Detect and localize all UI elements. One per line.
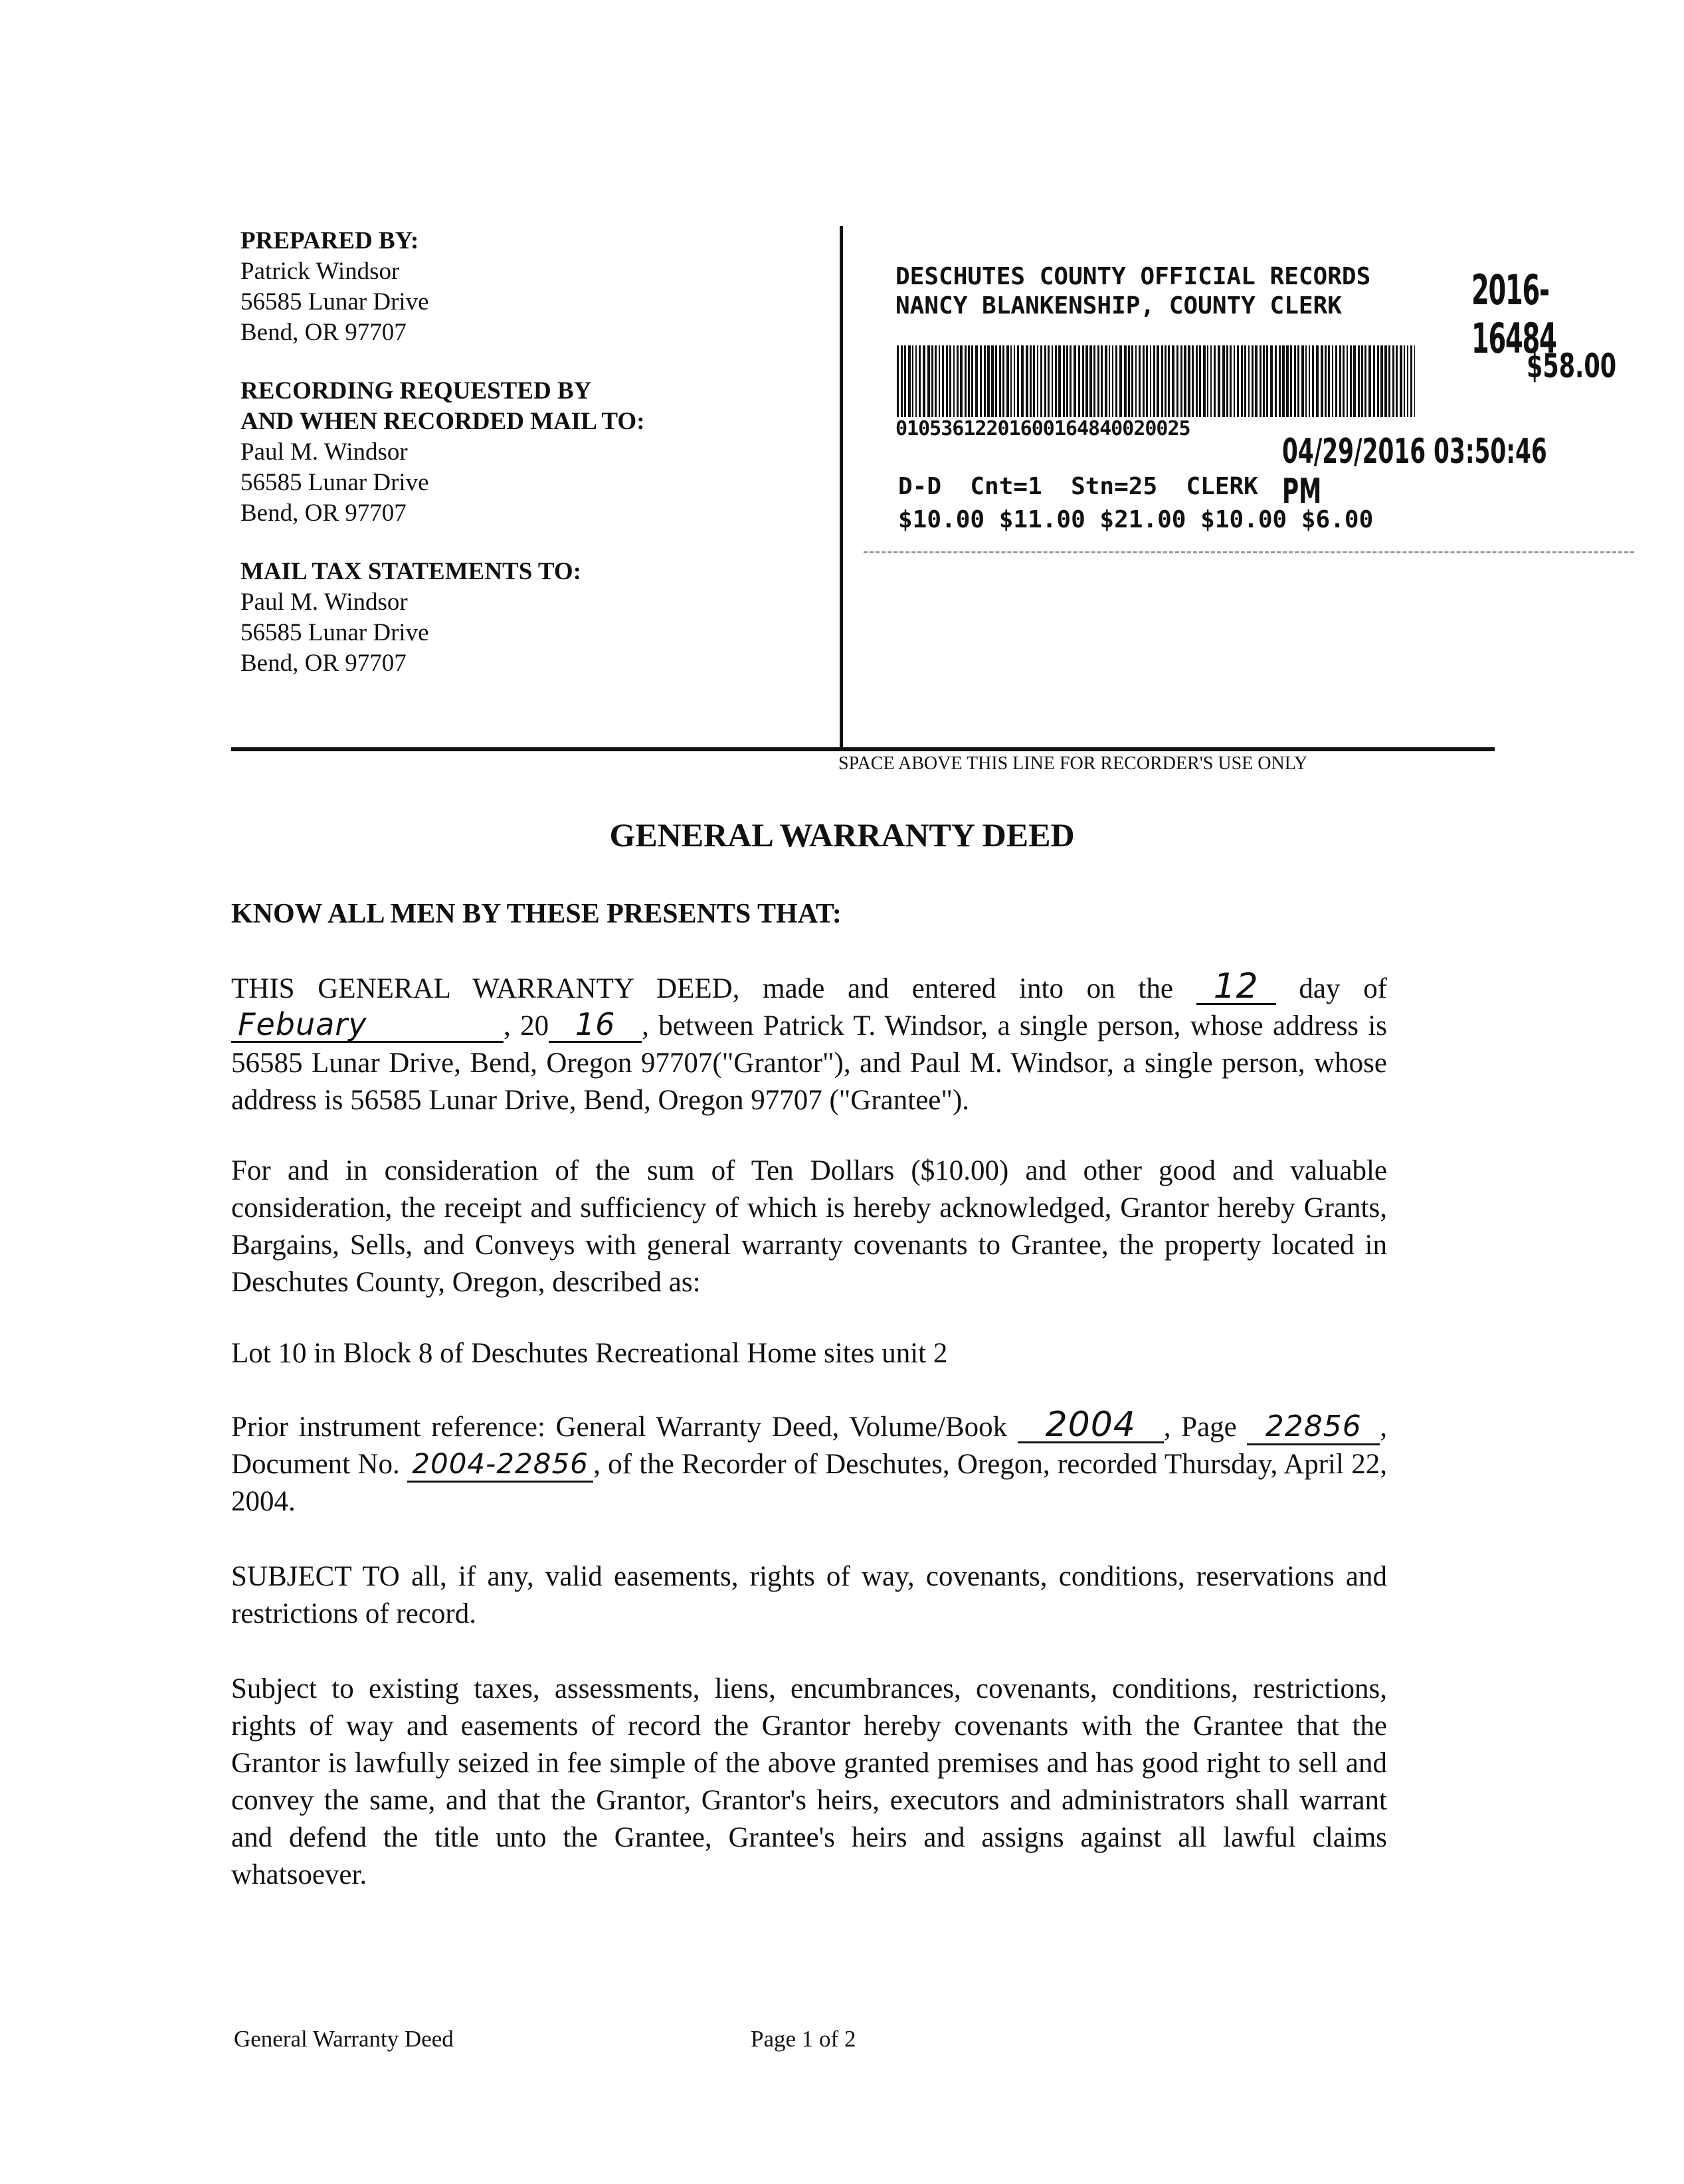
recording-name: Paul M. Windsor [240,438,408,466]
recorder-stamp-office [895,262,1370,321]
deed-paragraph-subject-to: SUBJECT TO all, if any, valid easements, rights of way, covenants, conditions, reservations and restrictions of record. [231,1561,1387,1629]
prepared-by-address-line2: Bend, OR 97707 [240,319,407,346]
stamp-barcode [897,345,1415,417]
recorder-space-note: SPACE ABOVE THIS LINE FOR RECORDER'S USE ONLY [838,753,1308,774]
deed-paragraph-parties [231,966,1388,1119]
deed-paragraph-covenants: Subject to existing taxes, assessments, liens, encumbrances, covenants, conditions, restrictions, rights of way and easements of record the Grantor hereby covenants with the Grantee that the Grantor is lawfully seized in fee simple of the above granted premises and has good right to sell and convey the same, and that the Grantor, Grantor's heirs, executors and administrators shall warrant and defend the title unto the Grantee, Grantee's heirs and assigns against all lawful claims whatsoever. [231,1673,1387,1890]
deed-paragraph-prior-instrument [231,1405,1388,1520]
para1-text4: , between Patrick T. Windsor, a single person, whose address is 56585 Lunar Drive, Bend, Oregon 97707("Grantor"), and Paul M. Windsor, a single person, whose address is 56585 Lunar Drive, Bend, Oregon 97707 ("Grantee"). [231,1010,1387,1116]
mail-tax-address-line1: 56585 Lunar Drive [240,619,429,646]
recorder-space-divider [231,747,1495,751]
mail-tax-address-line2: Bend, OR 97707 [240,650,407,677]
stamp-fee-total: $58.00 [1527,347,1617,385]
stamp-office-name: DESCHUTES COUNTY OFFICIAL RECORDS [895,263,1371,290]
month-handwritten: Febuary [231,1008,504,1043]
stamp-station-line: D-D Cnt=1 Stn=25 CLERK [898,473,1258,500]
year-handwritten: 16 [549,1008,642,1043]
recording-requested-label: RECORDING REQUESTED BY [240,377,592,405]
deed-paragraph-consideration: For and in consideration of the sum of Ten Dollars ($10.00) and other good and valuable consideration, the receipt and sufficiency of which is hereby acknowledged, Grantor hereby Grants, Bargains, Sells, and Conveys with general warranty covenants to Grantee, the property located in Deschutes County, Oregon, described as: [231,1155,1387,1298]
footer-page-number: Page 1 of 2 [751,2026,856,2052]
day-handwritten: 12 [1196,970,1276,1005]
page-handwritten: 22856 [1247,1410,1380,1445]
stamp-barcode-digits: 01053612201600164840020025 [895,417,1190,440]
book-handwritten: 2004 [1018,1408,1164,1443]
stamp-dashed-rule [864,551,1634,553]
mail-tax-name: Paul M. Windsor [240,589,408,616]
recording-address-line2: Bend, OR 97707 [240,500,407,527]
para1-text3: , 20 [504,1010,549,1042]
footer-document-name: General Warranty Deed [234,2026,454,2052]
stamp-amounts-line: $10.00 $11.00 $21.00 $10.00 $6.00 [898,506,1374,533]
mail-tax-label: MAIL TAX STATEMENTS TO: [240,558,581,585]
para4-text2: , Page [1163,1411,1237,1443]
stamp-clerk-name: NANCY BLANKENSHIP, COUNTY CLERK [895,292,1342,319]
mail-tax-section [240,557,825,679]
header-vertical-divider [840,226,843,751]
recording-address-line1: 56585 Lunar Drive [240,469,429,496]
know-all-heading: KNOW ALL MEN BY THESE PRESENTS THAT: [231,899,842,929]
document-title: GENERAL WARRANTY DEED [609,816,1075,854]
para4-text1: Prior instrument reference: General Warranty Deed, Volume/Book [231,1411,1008,1443]
para4-text4: , of the Recorder of Deschutes, Oregon, recorded Thursday, April 22, 2004. [231,1449,1388,1517]
para4-text3: , Document No. [231,1411,1387,1480]
prepared-by-section [240,226,825,348]
stamp-recorded-datetime: 04/29/2016 03:50:46 PM [1282,432,1547,511]
recording-requested-section [240,376,825,529]
para1-text2: day of [1299,973,1388,1004]
document-number-handwritten: 2004-22856 [407,1447,593,1483]
recording-mail-to-label: AND WHEN RECORDED MAIL TO: [240,408,645,435]
prepared-by-name: Patrick Windsor [240,258,400,285]
stamp-document-number: 2016-16484 [1471,266,1556,363]
header-address-block [240,226,825,707]
para1-text1: THIS GENERAL WARRANTY DEED, made and entered into on the [231,973,1173,1004]
deed-paragraph-legal-description: Lot 10 in Block 8 of Deschutes Recreational Home sites unit 2 [231,1338,948,1369]
prepared-by-label: PREPARED BY: [240,227,419,254]
prepared-by-address-line1: 56585 Lunar Drive [240,288,429,316]
